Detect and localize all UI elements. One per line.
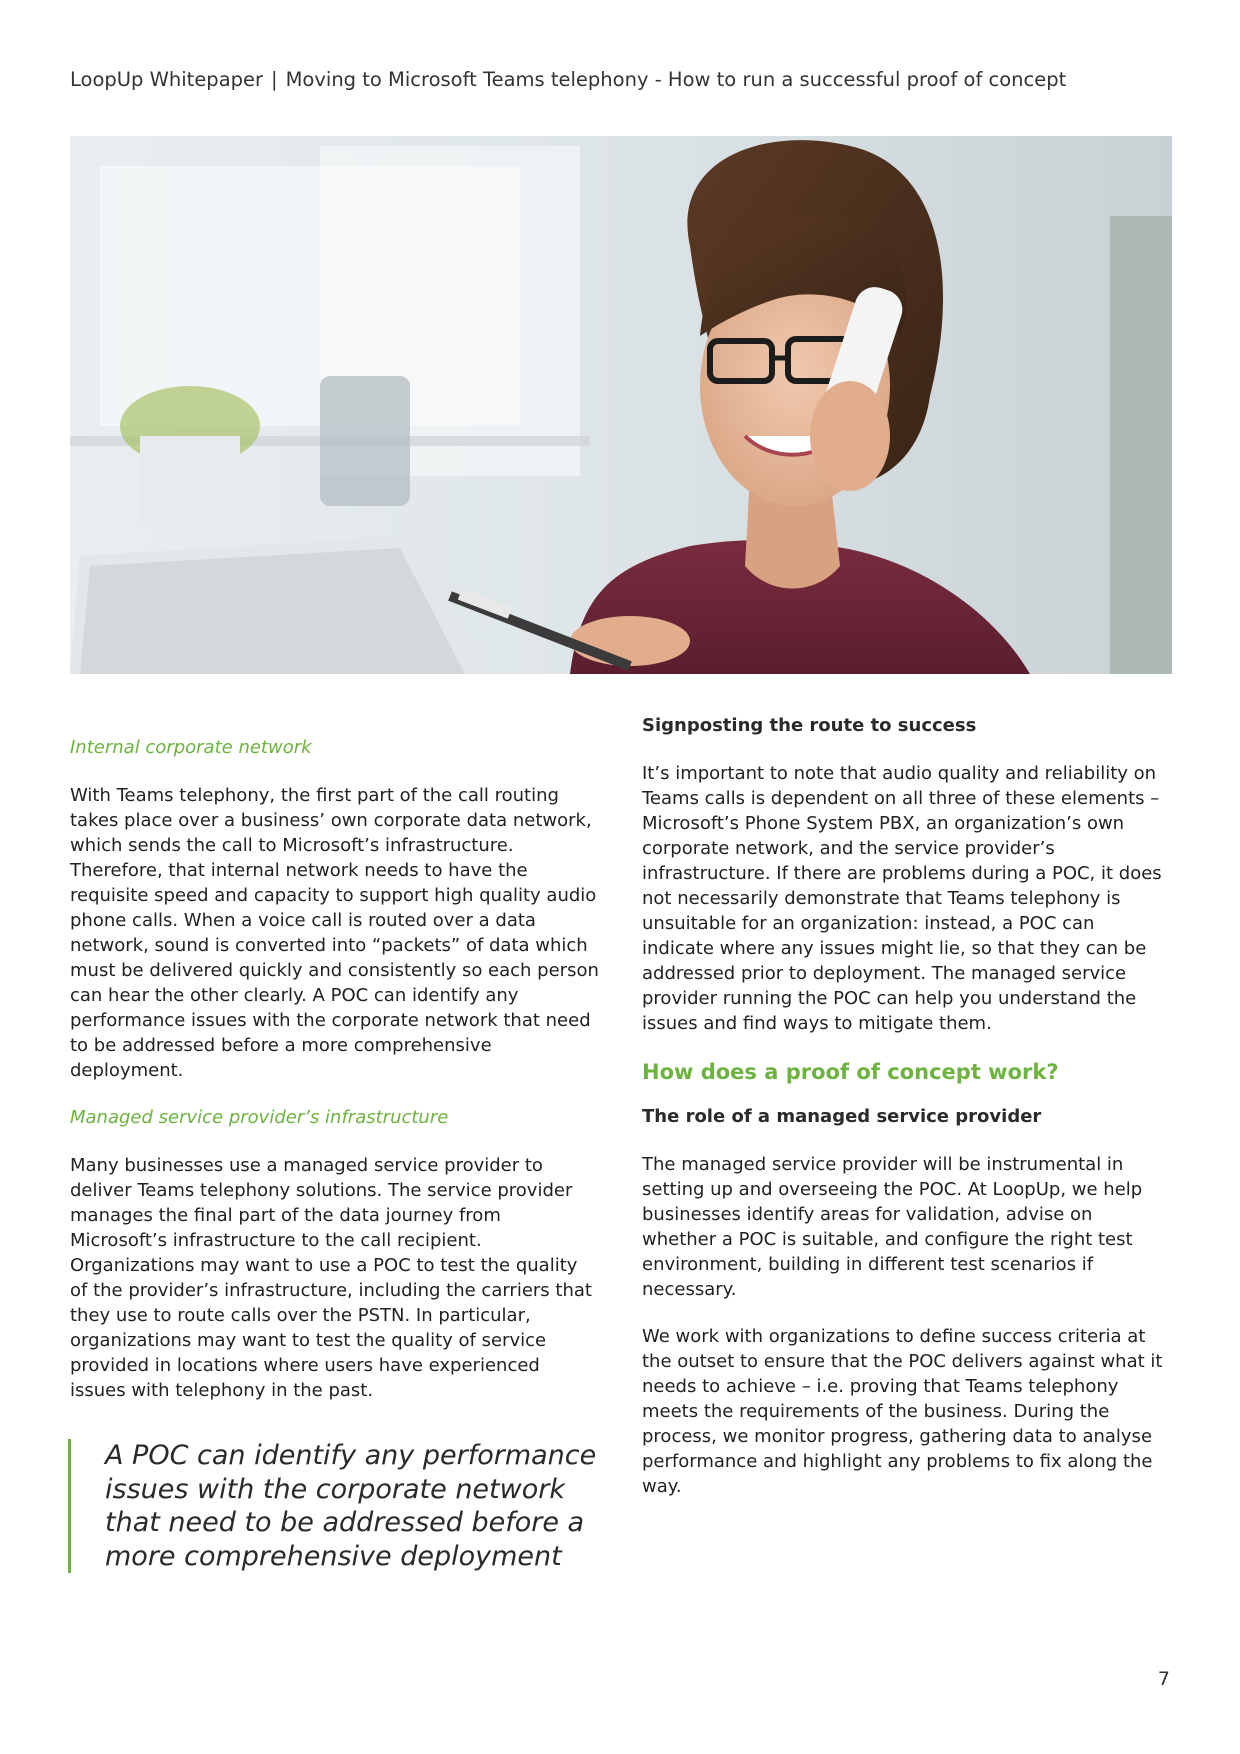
internal-network-body: With Teams telephony, the first part of the call routing takes place over a business’ own corporate data network, which sends the call to Microsoft’s infrastructure. Therefore, that internal network needs to have the requisite speed and capacity to support high quality audio phone calls. When a voice call is routed over a data network, sound is converted into “packets” of data which must be delivered quickly and consistently so each person can hear the other clearly. A POC can identify any performance issues with the corporate network that need to be addressed before a more comprehensive deployment. (70, 785, 599, 1081)
left-column (70, 735, 600, 1425)
header-title: Moving to Microsoft Teams telephony - How to run a successful proof of concept (285, 68, 1067, 91)
poc-section-title: How does a proof of concept work? (642, 1060, 1059, 1084)
signposting-body: It’s important to note that audio quality and reliability on Teams calls is dependent on all three of these elements – Microsoft’s Phone System PBX, an organization’s own corporate network, and the service provider’s infrastructure. If there are problems during a POC, it does not necessarily demonstrate that Teams telephony is unsuitable for an organization: instead, a POC can indicate where any issues might lie, so that they can be addressed prior to deployment. The managed service provider running the POC can help you understand the issues and find ways to mitigate them. (642, 763, 1162, 1034)
running-header (70, 68, 1066, 91)
success-criteria-body: We work with organizations to define success criteria at the outset to ensure that the POC delivers against what it needs to achieve – i.e. proving that Teams telephony meets the requirements of the business. During the process, we monitor progress, gathering data to analyse performance and highlight any problems to fix along the way. (642, 1326, 1163, 1497)
internal-network-heading: Internal corporate network (70, 737, 312, 758)
right-column (642, 713, 1172, 1521)
msp-role-body: The managed service provider will be instrumental in setting up and overseeing the POC. At LoopUp, we help businesses identify areas for validation, advise on whether a POC is suitable, and configure the right test environment, building in different test scenarios if necessary. (642, 1154, 1143, 1300)
msp-infrastructure-body: Many businesses use a managed service provider to deliver Teams telephony solutions. The service provider manages the final part of the data journey from Microsoft’s infrastructure to the call recipient. Organizations may want to use a POC to test the quality of the provider’s infrastructure, including the carriers that they use to route calls over the PSTN. In particular, organizations may want to test the quality of service provided in locations where users have experienced issues with telephony in the past. (70, 1155, 592, 1401)
msp-infrastructure-heading: Managed service provider’s infrastructure (70, 1107, 449, 1128)
signposting-heading: Signposting the route to success (642, 715, 977, 736)
pull-quote: A POC can identify any performance issues with the corporate network that need to be addressed before a more comprehensive deployment (68, 1439, 605, 1573)
msp-role-heading: The role of a managed service provider (642, 1106, 1042, 1127)
page-number: 7 (1157, 1668, 1170, 1690)
hero-photo (70, 136, 1172, 674)
header-publisher: LoopUp Whitepaper (70, 68, 264, 91)
header-separator: | (271, 68, 278, 91)
